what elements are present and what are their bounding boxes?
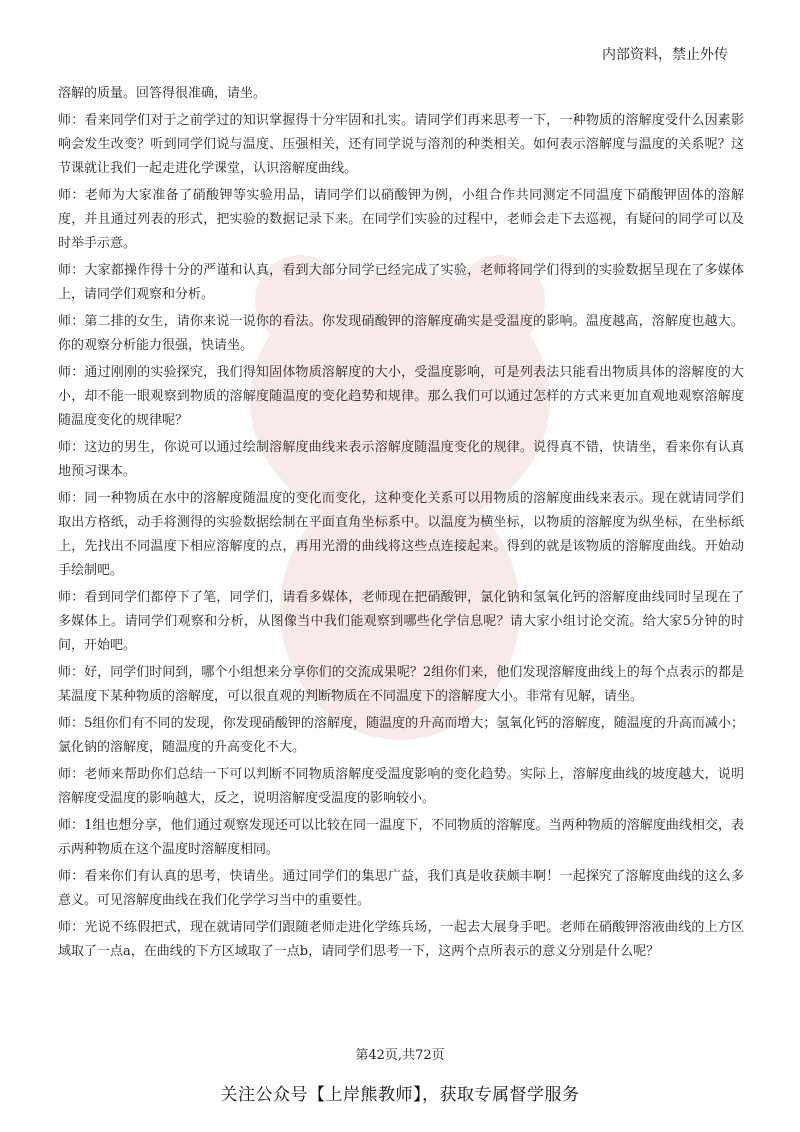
paragraph: 师：大家都操作得十分的严谨和认真，看到大部分同学已经完成了实验，老师将同学们得到的实验数据呈现在了多媒体上，请同学们观察和分析。 (58, 263, 744, 302)
paragraph: 师：看到同学们都停下了笔，同学们，请看多媒体，老师现在把硝酸钾，氯化钠和氢氧化钙的溶解度曲线同时呈现在了多媒体上。请同学们观察和分析，从图像当中我们能观察到哪些化学信息呢？请大家小组讨论交流。给大家5分钟的时间，开始吧。 (58, 590, 744, 653)
paragraph: 师：第二排的女生，请你来说一说你的看法。你发现硝酸钾的溶解度确实是受温度的影响。温度越高，溶解度也越大。你的观察分析能力很强，快请坐。 (58, 314, 744, 353)
document-body (58, 82, 744, 967)
paragraph: 师：同一种物质在水中的溶解度随温度的变化而变化，这种变化关系可以用物质的溶解度曲线来表示。现在就请同学们取出方格纸，动手将测得的实验数据绘制在平面直角坐标系中。以温度为横坐标，以物质的溶解度为纵坐标，在坐标纸上，先找出不同温度下相应溶解度的点，再用光滑的曲线将这些点连接起来。得到的就是该物质的溶解度曲线。开始动手绘制吧。 (58, 491, 744, 578)
paragraph: 师：看来同学们对于之前学过的知识掌握得十分牢固和扎实。请同学们再来思考一下，一种物质的溶解度受什么因素影响会发生改变？听到同学们说与温度、压强相关，还有同学说与溶剂的种类相关。如何表示溶解度与温度的关系呢？这节课就让我们一起走进化学课堂，认识溶解度曲线。 (58, 113, 744, 176)
paragraph: 师：光说不练假把式，现在就请同学们跟随老师走进化学练兵场，一起去大展身手吧。老师在硝酸钾溶液曲线的上方区域取了一点a，在曲线的下方区域取了一点b，请同学们思考一下，这两个点所表示的意义分别是什么呢？ (58, 920, 744, 959)
paragraph: 师：看来你们有认真的思考，快请坐。通过同学们的集思广益，我们真是收获颇丰啊！一起探究了溶解度曲线的这么多意义。可见溶解度曲线在我们化学学习当中的重要性。 (58, 869, 744, 908)
footer-promo: 关注公众号【上岸熊教师】，获取专属督学服务 (220, 1085, 580, 1105)
paragraph: 溶解的质量。回答得很准确，请坐。 (58, 86, 267, 101)
paragraph: 师：老师来帮助你们总结一下可以判断不同物质溶解度受温度影响的变化趋势。实际上，溶解度曲线的坡度越大，说明溶解度受温度的影响越大，反之，说明溶解度受温度的影响较小。 (58, 767, 744, 806)
paragraph: 师：这边的男生，你说可以通过绘制溶解度曲线来表示溶解度随温度变化的规律。说得真不错，快请坐，看来你有认真地预习课本。 (58, 440, 744, 479)
paragraph: 师：好，同学们时间到，哪个小组想来分享你们的交流成果呢？2组你们来，他们发现溶解度曲线上的每个点表示的都是某温度下某种物质的溶解度，可以很直观的判断物质在不同温度下的溶解度大小。非常有见解，请坐。 (58, 665, 744, 704)
paragraph: 师：1组也想分享，他们通过观察发现还可以比较在同一温度下，不同物质的溶解度。当两种物质的溶解度曲线相交，表示两种物质在这个温度时溶解度相同。 (58, 818, 744, 857)
confidential-note: 内部资料，禁止外传 (602, 47, 728, 63)
page-number: 第42页,共72页 (355, 1048, 445, 1063)
paragraph: 师：5组你们有不同的发现，你发现硝酸钾的溶解度，随温度的升高而增大；氢氧化钙的溶解度，随温度的升高而减小；氯化钠的溶解度，随温度的升高变化不大。 (58, 716, 744, 755)
paragraph: 师：老师为大家准备了硝酸钾等实验用品，请同学们以硝酸钾为例，小组合作共同测定不同温度下硝酸钾固体的溶解度，并且通过列表的形式，把实验的数据记录下来。在同学们实验的过程中，老师会走下去巡视，有疑问的同学可以及时举手示意。 (58, 188, 744, 251)
paragraph: 师：通过刚刚的实验探究，我们得知固体物质溶解度的大小，受温度影响，可是列表法只能看出物质具体的溶解度的大小，却不能一眼观察到物质的溶解度随温度的变化趋势和规律。那么我们可以通过怎样的方式来更加直观地观察溶解度随温度变化的规律呢？ (58, 365, 744, 428)
